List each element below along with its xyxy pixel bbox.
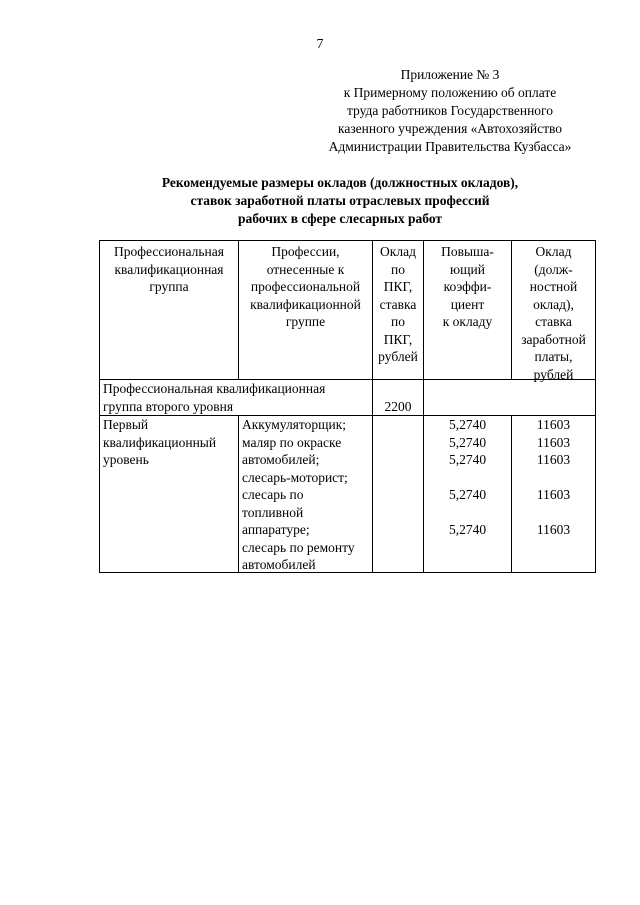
- group-row-label: Профессиональная квалификационная группа второго уровня: [103, 381, 326, 414]
- level-row-professions: Аккумуляторщик; маляр по окраске автомобилей; слесарь-моторист; слесарь по топливной аппаратуре; слесарь по ремонту автомобилей: [242, 417, 355, 572]
- header-professional-group: Профессиональная квалификационная группа: [114, 244, 224, 294]
- header-professions: Профессии, отнесенные к профессиональной квалификационной группе: [250, 244, 361, 329]
- title-line: Рекомендуемые размеры окладов (должностных окладов),: [161, 175, 519, 190]
- header-pkg-salary: Оклад по ПКГ, ставка по ПКГ, рублей: [378, 244, 418, 364]
- header-salary-rate: Оклад (долж- ностной оклад), ставка заработной платы, рублей: [521, 244, 586, 382]
- page-number: 7: [316, 36, 324, 51]
- appendix-line: казенного учреждения «Автохозяйство: [337, 121, 563, 136]
- appendix-line: Администрации Правительства Кузбасса»: [328, 139, 572, 154]
- header-coefficient: Повыша- ющий коэффи- циент к окладу: [441, 244, 494, 329]
- column-divider: [238, 415, 239, 572]
- level-row-salaries: 11603 11603 11603 11603 11603: [536, 417, 571, 537]
- appendix-line: к Примерному положению об оплате: [343, 85, 557, 100]
- appendix-header: [300, 66, 600, 156]
- appendix-line: труда работников Государственного: [346, 103, 554, 118]
- title-line: ставок заработной платы отраслевых профессий: [190, 193, 490, 208]
- level-row-coefficients: 5,2740 5,2740 5,2740 5,2740 5,2740: [448, 417, 487, 537]
- level-row-label: Первый квалификационный уровень: [103, 417, 217, 467]
- salary-table: [99, 240, 596, 573]
- group-row-salary: 2200: [384, 399, 412, 414]
- title-line: рабочих в сфере слесарных работ: [237, 211, 443, 226]
- document-title: [80, 174, 600, 228]
- appendix-line: Приложение № 3: [400, 67, 500, 82]
